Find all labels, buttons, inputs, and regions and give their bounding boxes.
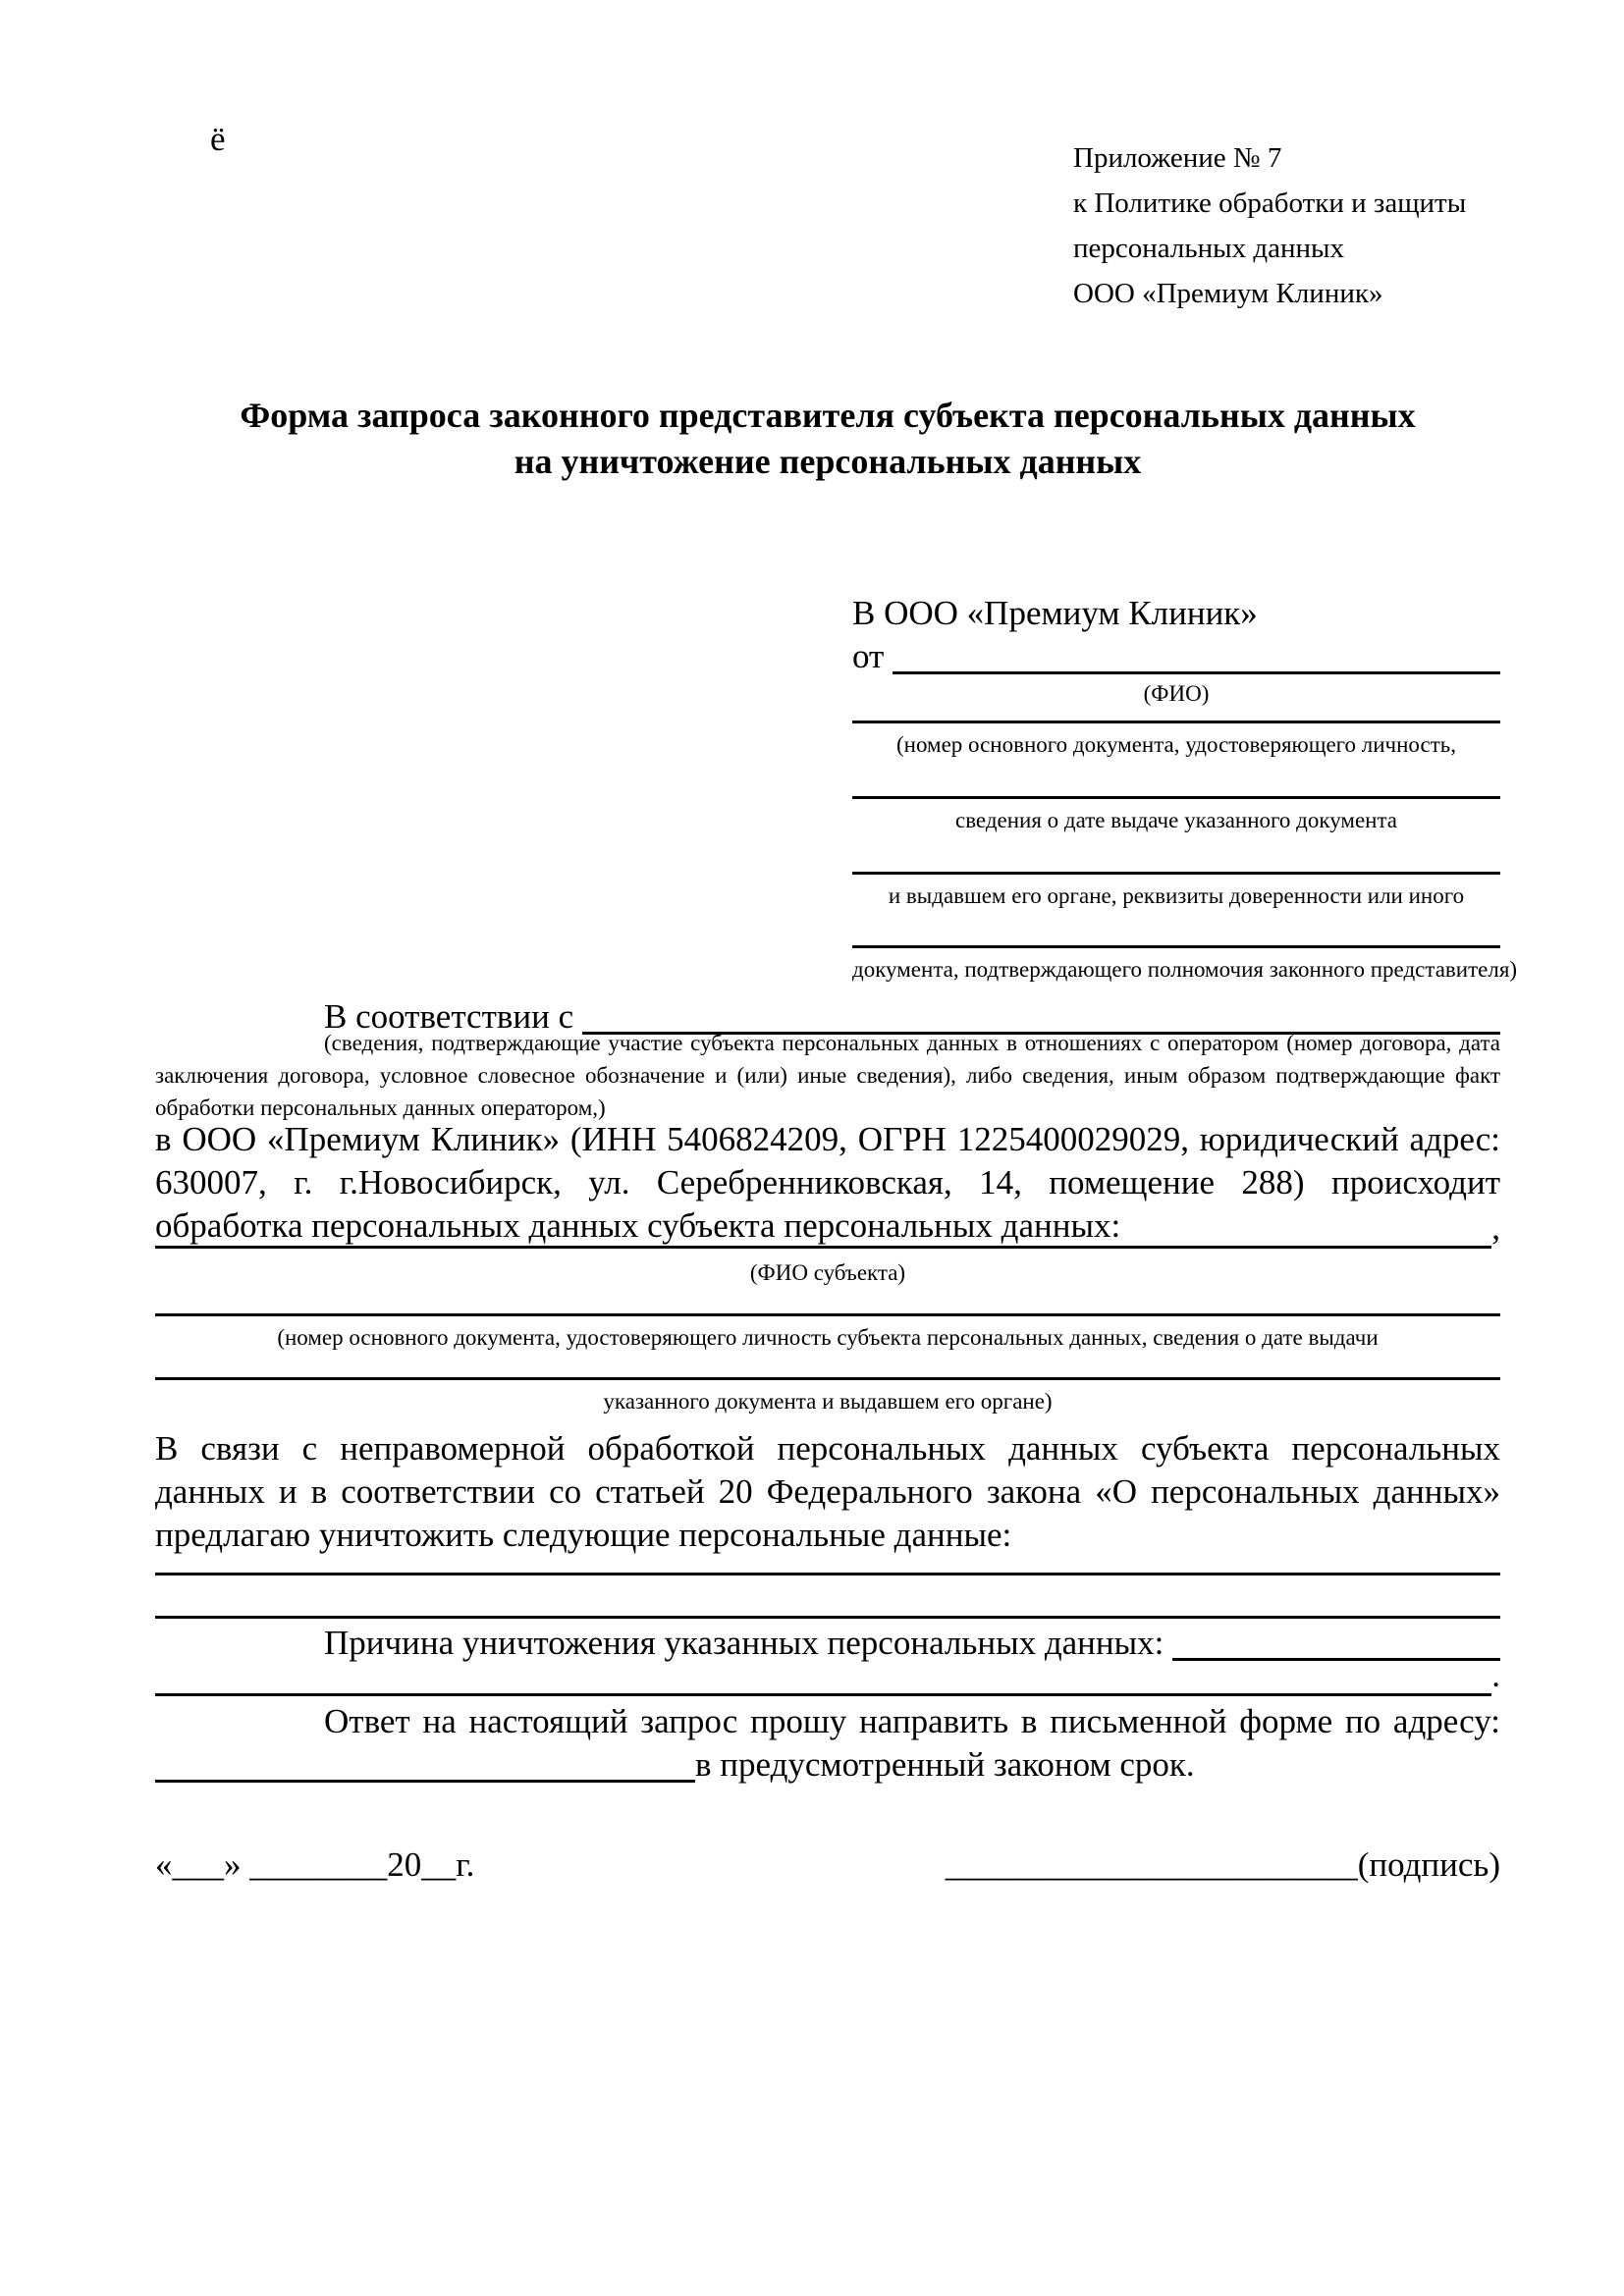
subject-doc-caption-line2: указанного документа и выдавшем его органе) <box>603 1389 1053 1414</box>
addressee-to: В ООО «Премиум Клиник» <box>852 594 1258 632</box>
reason-field-row <box>155 1622 1500 1665</box>
document-title-line1: Форма запроса законного представителя субъекта персональных данных <box>240 396 1416 435</box>
authority-doc-caption: документа, подтверждающего полномочия законного представителя) <box>852 957 1518 982</box>
reply-tail-text: в предусмотренный законом срок. <box>695 1745 1195 1784</box>
blank-line-subject-doc-2 <box>155 1377 1500 1380</box>
signature-blank: ________________________ <box>945 1845 1358 1884</box>
blank-line-reason-2 <box>155 1693 1491 1696</box>
reply-address-row <box>155 1743 1500 1787</box>
date-line: «___» ________20__г. <box>155 1845 475 1884</box>
fio-caption: (ФИО) <box>1143 681 1210 706</box>
reply-request-paragraph: Ответ на настоящий запрос прошу направить в письменной форме по адресу: <box>324 1702 1500 1740</box>
blank-line-fio <box>893 671 1500 674</box>
document-body <box>155 995 1500 1887</box>
blank-line-address <box>155 1780 695 1783</box>
reason-label: Причина уничтожения указанных персональных данных: <box>324 1624 1164 1662</box>
blank-line-subject-fio <box>155 1246 1491 1249</box>
doc-number-caption: (номер основного документа, удостоверяющего личность, <box>895 732 1456 757</box>
comma-char: , <box>1491 1208 1500 1247</box>
issue-date-caption: сведения о дате выдаче указанного документа <box>954 808 1398 832</box>
blank-line-subject-doc <box>155 1313 1500 1316</box>
blank-line-issuer <box>852 872 1500 875</box>
signature-area <box>946 1843 1500 1887</box>
issuer-caption: и выдавшем его органе, реквизиты доверенности или иного <box>888 883 1465 908</box>
from-field-row <box>852 635 1500 678</box>
from-label-space <box>884 635 893 678</box>
period-char: . <box>1491 1656 1500 1694</box>
appendix-header-line: к Политике обработки и защиты <box>1073 187 1467 219</box>
from-label: от <box>852 637 885 675</box>
blank-line-issue-date <box>852 796 1500 799</box>
accordance-footnote: (сведения, подтверждающие участие субъекта персональных данных в отношениях с оператором (номер договора, дата заключения договора, условное словесное обозначение и (или) иные сведения), либо сведения, иным образом подтверждающие факт обработки персональных данных оператором,) <box>155 1031 1500 1120</box>
reason-label-space <box>1164 1622 1172 1665</box>
document-title-line2: на уничтожение персональных данных <box>514 442 1142 481</box>
unlawful-processing-paragraph: В связи с неправомерной обработкой персональных данных субъекта персональных данных и в соответствии со статьей 20 Федерального закона «О персональных данных» предлагаю уничтожить следующие персональные данные: <box>155 1429 1500 1554</box>
blank-line-data-2 <box>155 1616 1500 1619</box>
blank-line-doc-number <box>852 721 1500 723</box>
operator-paragraph: в ООО «Премиум Клиник» (ИНН 5406824209, ОГРН 1225400029029, юридический адрес: 630007, г. г.Новосибирск, ул. Серебренниковская, 14, помещение 288) происходит обработка персональных данных субъекта персональных данных: <box>155 1120 1500 1245</box>
stray-char: ё <box>210 120 226 158</box>
appendix-header-line: персональных данных <box>1073 233 1345 264</box>
document-title <box>155 393 1500 485</box>
accordance-label: В соответствии с <box>324 997 574 1036</box>
subject-doc-caption-line1: (номер основного документа, удостоверяющего личность субъекта персональных данных, сведения о дате выдачи <box>277 1325 1379 1350</box>
appendix-header-line: ООО «Премиум Клиник» <box>1073 278 1383 309</box>
subject-fio-caption: (ФИО субъекта) <box>749 1260 906 1285</box>
signature-row <box>155 1843 1500 1887</box>
appendix-header-line: Приложение № 7 <box>1073 142 1282 174</box>
blank-line-reason <box>1172 1658 1500 1661</box>
addressee-block <box>852 592 1518 984</box>
blank-line-data-1 <box>155 1573 1500 1575</box>
signature-caption: (подпись) <box>1357 1845 1500 1884</box>
blank-line-authority-doc <box>852 945 1500 948</box>
appendix-header <box>1073 135 1525 316</box>
